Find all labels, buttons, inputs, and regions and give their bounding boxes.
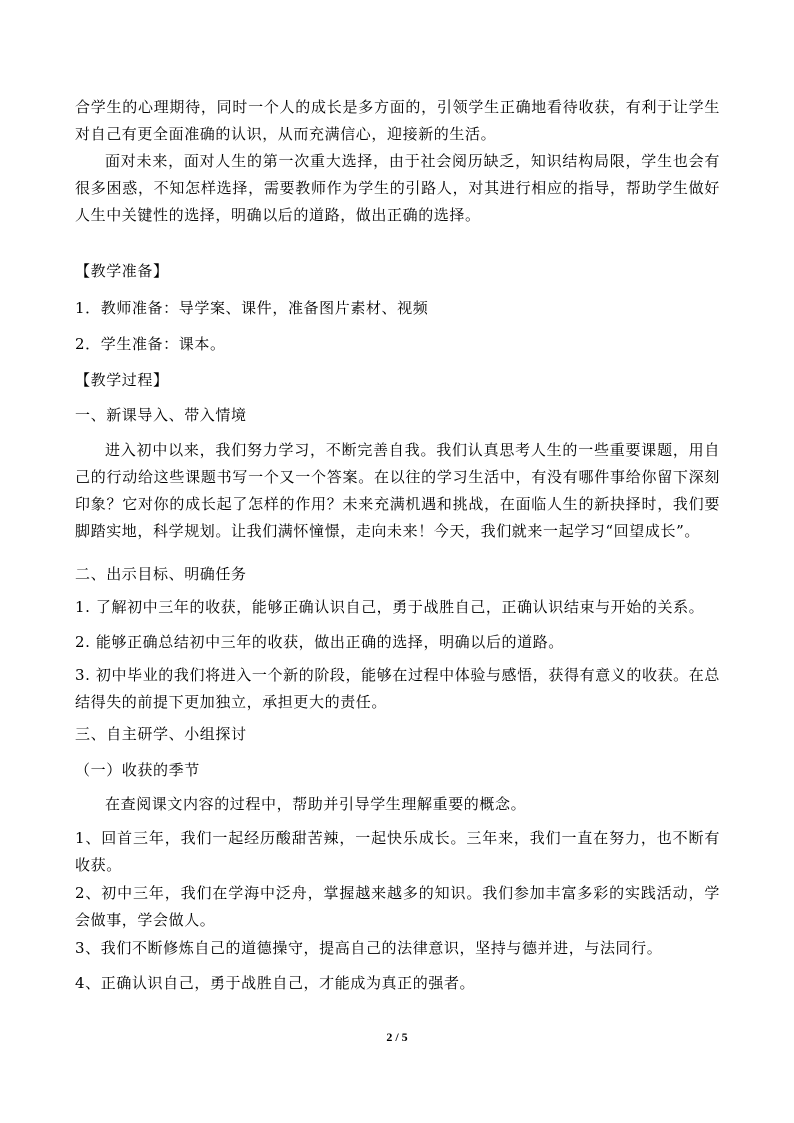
- section-title-goals: 二、出示目标、明确任务: [75, 565, 247, 583]
- teaching-process-heading: 【教学过程】: [75, 371, 169, 389]
- harvest-point-3: 3、我们不断修炼自己的道德操守，提高自己的法律意识，坚持与德并进，与法同行。: [75, 939, 663, 957]
- harvest-point-1: 1、回首三年，我们一起经历酸甜苦辣，一起快乐成长。三年来，我们一直在努力，也不断有收获。: [75, 829, 720, 874]
- section-title-intro: 一、新课导入、带入情境: [75, 406, 247, 424]
- harvest-point-2: 2、初中三年，我们在学海中泛舟，掌握越来越多的知识。我们参加丰富多彩的实践活动，学会做事，学会做人。: [75, 884, 720, 929]
- goal-item-3: 3. 初中毕业的我们将进入一个新的阶段，能够在过程中体验与感悟，获得有意义的收获。在总结得失的前提下更加独立，承担更大的责任。: [75, 666, 720, 711]
- section-title-study: 三、自主研学、小组探讨: [75, 725, 247, 743]
- section-intro-paragraph: 进入初中以来，我们努力学习，不断完善自我。我们认真思考人生的一些重要课题，用自己的行动给这些课题书写一个又一个答案。在以往的学习生活中，有没有哪件事给你留下深刻印象？它对你的成长起了怎样的作用？未来充满机遇和挑战，在面临人生的新抉择时，我们要脚踏实地，科学规划。让我们满怀憧憬，走向未来！今天，我们就来一起学习“回望成长”。: [75, 441, 720, 540]
- goal-item-1: 1. 了解初中三年的收获，能够正确认识自己，勇于战胜自己，正确认识结束与开始的关系。: [75, 598, 705, 616]
- intro-paragraph-future: 面对未来，面对人生的第一次重大选择，由于社会阅历缺乏，知识结构局限，学生也会有很多困惑，不知怎样选择，需要教师作为学生的引路人，对其进行相应的指导，帮助学生做好人生中关键性的选择，明确以后的道路，做出正确的选择。: [75, 152, 720, 224]
- subsection-intro: 在查阅课文内容的过程中，帮助并引导学生理解重要的概念。: [105, 795, 527, 813]
- subsection-title-harvest: （一）收获的季节: [75, 761, 200, 779]
- teaching-prep-item-teacher: 1．教师准备：导学案、课件，准备图片素材、视频: [75, 299, 429, 317]
- intro-paragraph-continued: 合学生的心理期待，同时一个人的成长是多方面的，引领学生正确地看待收获，有利于让学生对自己有更全面准确的认识，从而充满信心，迎接新的生活。: [75, 98, 720, 143]
- teaching-prep-item-student: 2．学生准备：课本。: [75, 335, 226, 353]
- goal-item-2: 2. 能够正确总结初中三年的收获，做出正确的选择，明确以后的道路。: [75, 633, 564, 651]
- document-page: [75, 0, 720, 1123]
- harvest-point-4: 4、正确认识自己，勇于战胜自己，才能成为真正的强者。: [75, 974, 476, 992]
- teaching-prep-heading: 【教学准备】: [75, 262, 169, 280]
- page-number: 2 / 5: [386, 1030, 408, 1044]
